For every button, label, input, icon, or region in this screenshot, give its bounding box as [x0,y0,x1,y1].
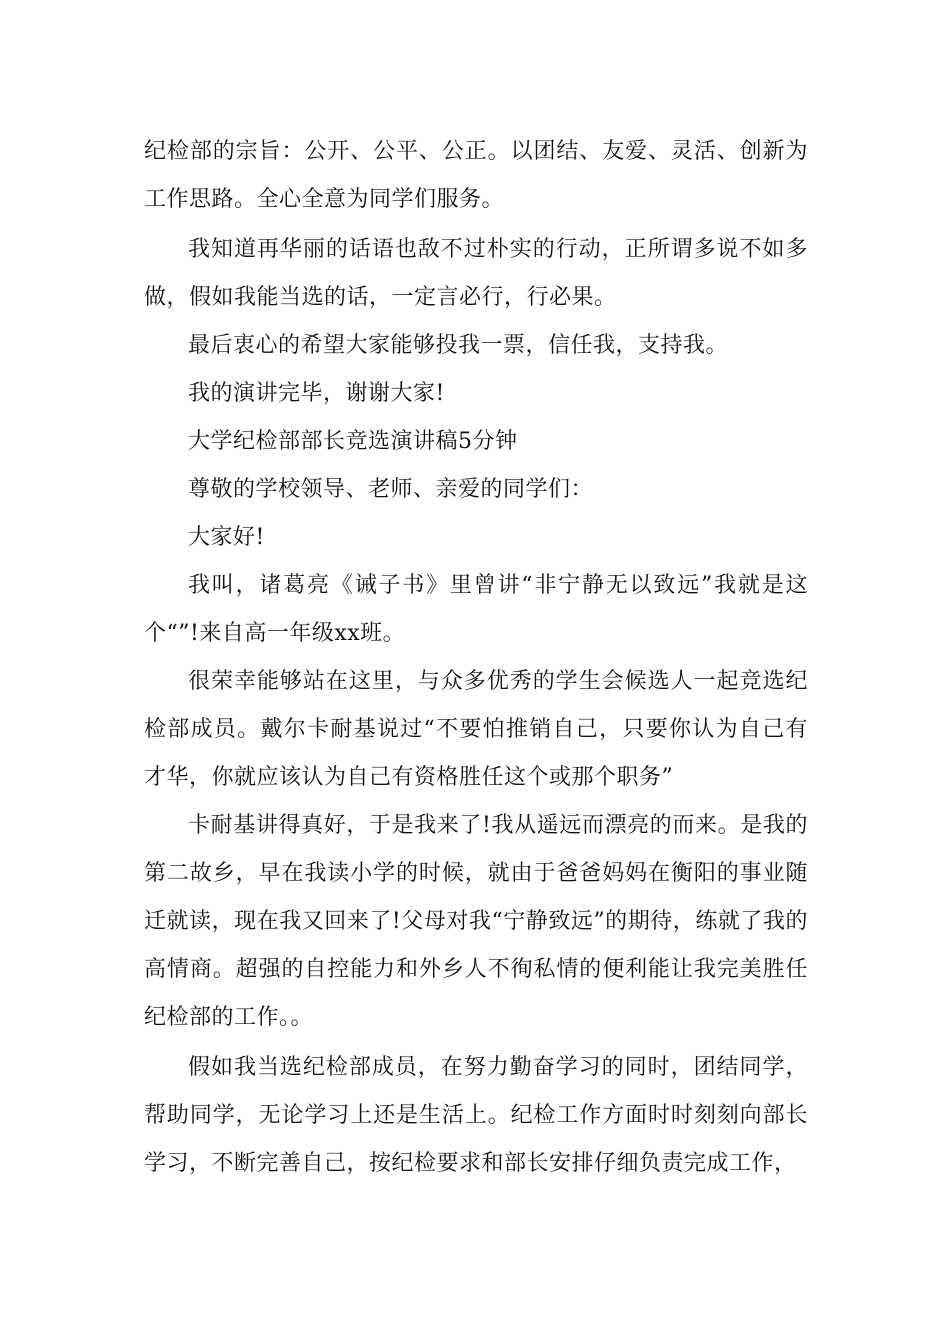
paragraph-background: 卡耐基讲得真好，于是我来了!我从遥远而漂亮的而来。是我的第二故乡，早在我读小学的时候，就由于爸爸妈妈在衡阳的事业随迁就读，现在我又回来了!父母对我“宁静致远”的期待，练就了我的高情商。超强的自控能力和外乡人不徇私情的便利能让我完美胜任纪检部的工作。。 [144,813,808,1030]
paragraph-commitment: 假如我当选纪检部成员，在努力勤奋学习的同时，团结同学，帮助同学，无论学习上还是生活上。纪检工作方面时时刻刻向部长学习，不断完善自己，按纪检要求和部长安排仔细负责完成工作， [144,1055,808,1176]
paragraph-action: 我知道再华丽的话语也敌不过朴实的行动，正所谓多说不如多做，假如我能当选的话，一定言必行，行必果。 [144,237,808,310]
paragraph-honor: 很荣幸能够站在这里，与众多优秀的学生会候选人一起竞选纪检部成员。戴尔卡耐基说过“不要怕推销自己，只要你认为自己有才华，你就应该认为自己有资格胜任这个或那个职务” [144,669,808,790]
paragraph-salutation: 尊敬的学校领导、老师、亲爱的同学们： [188,477,594,502]
document-body [144,128,808,1188]
paragraph-introduction: 我叫，诸葛亮《诫子书》里曾讲“非宁静无以致远”我就是这个“”!来自高一年级xx班。 [144,573,808,646]
section-title: 大学纪检部部长竞选演讲稿5分钟 [188,429,518,454]
paragraph-hope: 最后衷心的希望大家能够投我一票，信任我，支持我。 [188,333,729,358]
paragraph-closing: 我的演讲完毕，谢谢大家! [188,381,445,406]
paragraph-greeting: 大家好! [188,525,265,550]
paragraph-purpose: 纪检部的宗旨：公开、公平、公正。以团结、友爱、灵活、创新为工作思路。全心全意为同学们服务。 [144,139,808,212]
